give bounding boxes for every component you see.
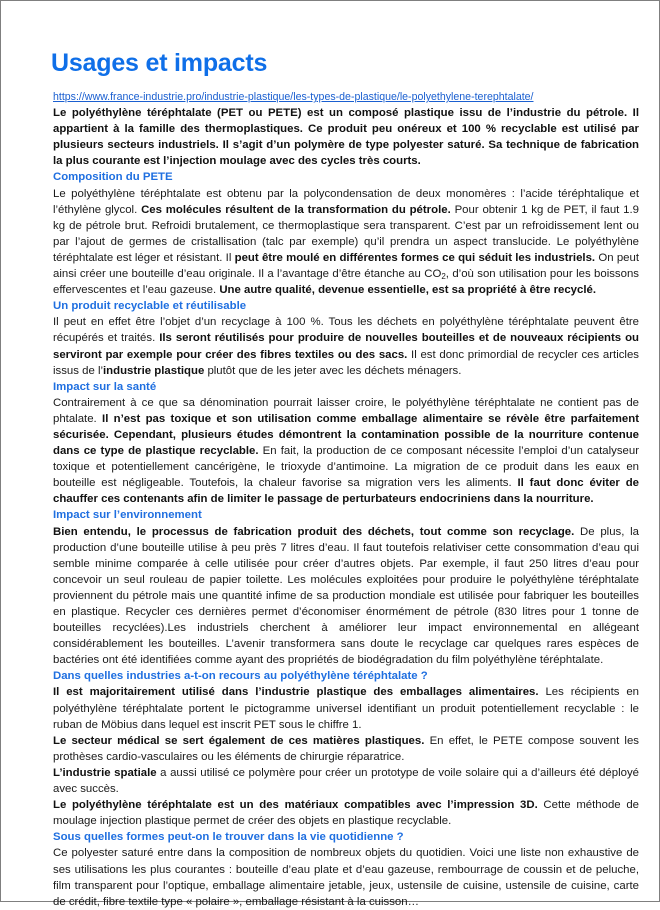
text-run: a aussi utilisé ce polymère pour créer un prototype de voile solaire qui a d’ailleurs été déployé avec succès. [53,766,639,796]
section-paragraph-recyclable [53,314,639,378]
bold-run: Il faut donc éviter de chauffer ces contenants afin de limiter le passage de perturbateurs endocriniens dans la nourriture. [53,477,639,506]
section-heading-composition: Composition du PETE [53,171,173,184]
text-run: Les récipients en polyéthylène téréphtalate portent le pictogramme universel identifiant un produit potentiellement recyclable : le ruban de Möbius dans lequel est inscrit PET sous le chiffre 1. [53,686,640,731]
text-run: En fait, la production de ce composant nécessite l’emploi d’un catalyseur toxique et potentiellement cancérigène, le trioxyde d’antimoine. La migration de ce produit dans les eaux en bouteille est négligeable. Toutefois, la chaleur favorise sa migration vers les aliments. [53,445,639,490]
document-content [53,47,639,910]
industries-paragraph-3d [53,797,639,829]
section-paragraph-quotidien [53,845,639,909]
section-heading-environnement: Impact sur l’environnement [53,509,202,522]
text-run: On peut ainsi créer une bouteille d’eau originale. Il a l’avantage d’être étanche au CO [53,251,639,281]
text-run: En effet, le PETE compose souvent les prothèses cardio-vasculaires ou les éléments de chirurgie réparatrice. [53,734,639,763]
text-run: Cette méthode de moulage injection plastique permet de créer des objets en plastique recyclable. [53,799,639,828]
page-title: Usages et impacts [51,49,268,77]
source-link[interactable]: https://www.france-industrie.pro/industrie-plastique/les-types-de-plastique/le-polyethylene-terephtalate/ [53,91,534,103]
text-run: Il peut en effet être l’objet d’un recyclage à 100 %. Tous les déchets en polyéthylène téréphtalate peuvent être récupérés et traités. [53,316,639,345]
section-paragraph-environnement [53,524,639,669]
bold-run: Bien entendu, le processus de fabrication produit des déchets, tout comme son recyclage. [53,525,575,538]
text-run: , d’où son utilisation pour les boissons effervescentes et l’eau gazeuse. [53,268,639,297]
text-run: Il est donc primordial de recycler ces articles issus de l’ [53,348,639,377]
industries-paragraph-medical [53,733,639,765]
section-heading-quotidien: Sous quelles formes peut-on le trouver dans la vie quotidienne ? [53,831,404,844]
section-heading-sante: Impact sur la santé [53,380,157,393]
intro-text: Le polyéthylène téréphtalate (PET ou PETE) est un composé plastique issu de l’industrie du pétrole. Il appartient à la famille des thermoplastiques. Ce produit peu onéreux et 100 % recyclable est utilisé par plusieurs secteurs industriels. Il s’agit d’un polymère de type polyester saturé. Sa technique de fabrication la plus courante est l’injection moulage avec des cycles très courts. [53,107,639,168]
subscript: 2 [441,272,446,282]
bold-run: peut être moulé en différentes formes ce qui séduit les industriels. [234,251,596,264]
section-heading-industries: Dans quelles industries a-t-on recours au polyéthylène téréphtalate ? [53,670,428,683]
bold-run: industrie plastique [103,364,205,377]
text-run: De plus, la production d’une bouteille utilise à peu près 7 litres d’eau. Il faut toutefois relativiser cette consommation d’eau qui semble minime comparée à celle utilisée pour créer d’autres objets. Par exemple, il faut 250 litres d’eau pour concevoir un seul rouleau de papier toilette. Les molécules exploitées pour produire le polyéthylène téréphtalate proviennent du pétrole mais une quantité infime de sa production mondiale est utilisée pour fabriquer les bouteilles en plastique. Recycler ces dernières permet d’économiser énormément de pétrole (830 litres pour 1 tonne de bouteilles recyclées).Les industriels cherchent à améliorer leur impact environnemental en allégeant considérablement les bouteilles. L’avenir transformera sans doute le recyclage car quelques rares espèces de bactéries ont été identifiées comme ayant des propriétés de biodégradation du film polyéthylène téréphtalate. [53,525,639,667]
text-run: Pour obtenir 1 kg de PET, il faut 1.9 kg de pétrole brut. Refroidi brutalement, ce thermoplastique sera transparent. C’est par un refroidissement lent ou par l’ajout de germes de cristallisation (talc par exemple) qu’il prendra un aspect translucide. Le polyéthylène téréphtalate est léger et résistant. Il [53,203,640,264]
text-run: Contrairement à ce que sa dénomination pourrait laisser croire, le polyéthylène téréphtalate ne contient pas de phtalate. [53,396,639,425]
bold-run: Il n’est pas toxique et son utilisation comme emballage alimentaire se révèle être parfaitement sécurisée. Cependant, plusieurs études démontrent la contamination possible de la nourriture contenue dans ce type de plastique recyclable. [53,412,639,458]
section-heading-recyclable: Un produit recyclable et réutilisable [53,300,247,313]
text-run: plutôt que de les jeter avec les déchets ménagers. [204,364,462,377]
text-run: Ce polyester saturé entre dans la composition de nombreux objets du quotidien. Voici une liste non exhaustive de ses utilisations les plus courantes : bouteille d’eau plate et d’eau gazeuse, rembourrage de coussin et de peluche, film transparent pour l’optique, emballage alimentaire jetable, jeux, ustensile de cuisine, ustensile de cuisine, carte de crédit, fibre textile type « polaire », emballage résistant à la cuisson… [53,847,639,908]
bold-run: Le polyéthylène téréphtalate est un des matériaux compatibles avec l’impression 3D. [53,799,538,812]
bold-run: Une autre qualité, devenue essentielle, est sa propriété à être recyclé. [219,284,597,297]
bold-run: Il est majoritairement utilisé dans l’industrie plastique des emballages alimentaires. [53,686,539,699]
text-run: Le polyéthylène téréphtalate est obtenu par la polycondensation de deux monomères : l’acide téréphtalique et l’éthylène glycol. [53,187,639,216]
intro-paragraph [53,105,639,169]
bold-run: Ils seront réutilisés pour produire de nouvelles bouteilles et de nouveaux récipients ou serviront par exemple pour créer des fibres textiles ou des sacs. [53,332,639,361]
bold-run: Le secteur médical se sert également de ces matières plastiques. [53,734,425,747]
industries-paragraph-alimentaire [53,684,639,732]
bold-run: L’industrie spatiale [53,766,157,779]
section-paragraph-sante [53,395,639,508]
bold-run: Ces molécules résultent de la transformation du pétrole. [141,203,451,216]
industries-paragraph-spatiale [53,765,639,797]
section-paragraph-composition [53,186,639,299]
